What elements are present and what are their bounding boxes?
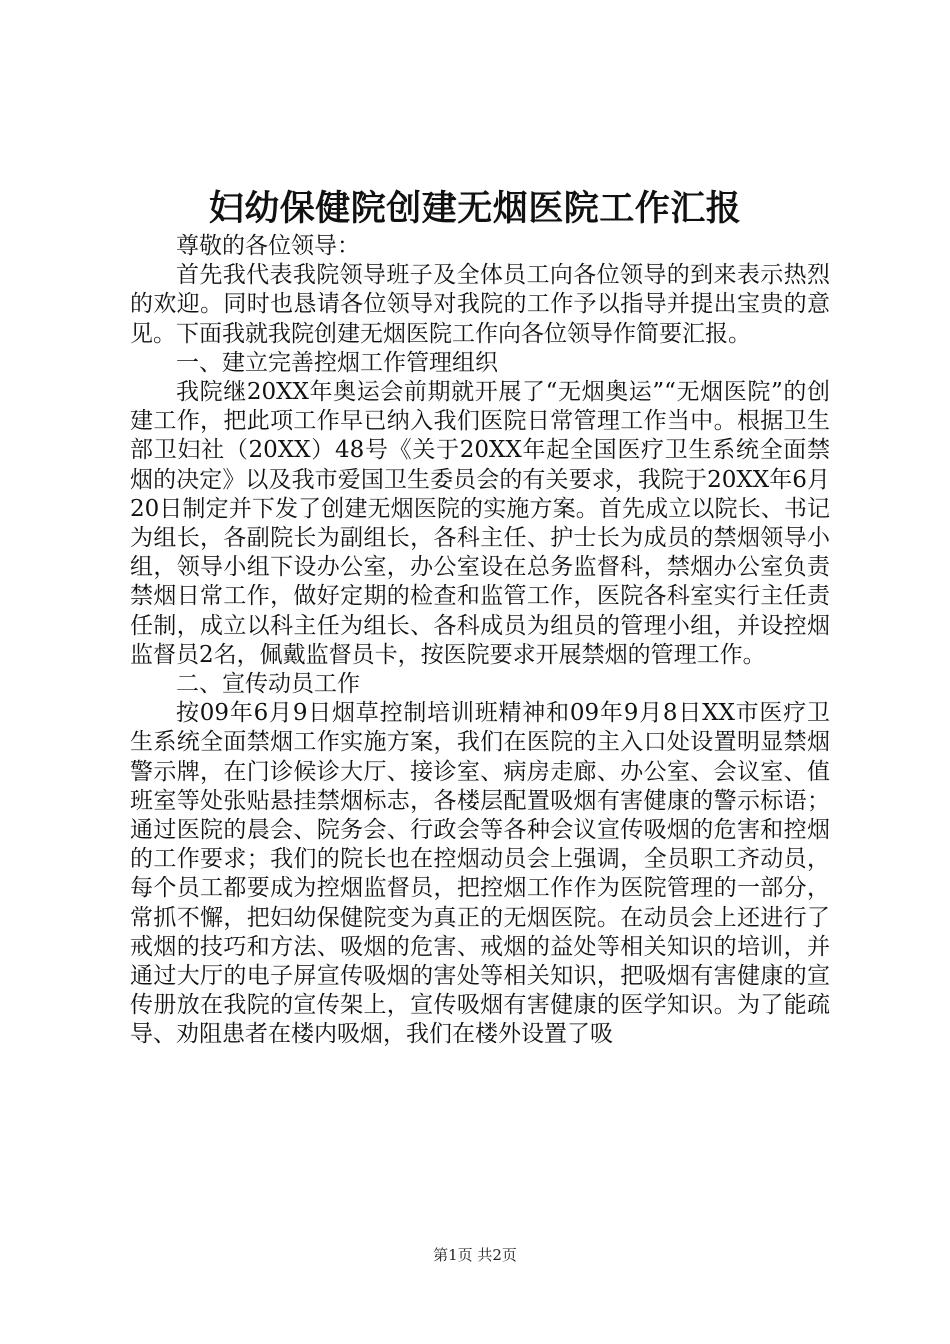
document-body: [130, 232, 830, 1050]
document-title: 妇幼保健院创建无烟医院工作汇报: [208, 188, 742, 229]
section-2-body: 按09年6月9日烟草控制培训班精神和09年9月8日XX市医疗卫生系统全面禁烟工作实施方案，我们在医院的主入口处设置明显禁烟警示牌，在门诊候诊大厅、接诊室、病房走廊、办公室、会议室、值班室等处张贴悬挂禁烟标志，各楼层配置吸烟有害健康的警示标语；通过医院的晨会、院务会、行政会等各种会议宣传吸烟的危害和控烟的工作要求；我们的院长也在控烟动员会上强调，全员职工齐动员，每个员工都要成为控烟监督员，把控烟工作作为医院管理的一部分，常抓不懈，把妇幼保健院变为真正的无烟医院。在动员会上还进行了戒烟的技巧和方法、吸烟的危害、戒烟的益处等相关知识的培训，并通过大厅的电子屏宣传吸烟的害处等相关知识，把吸烟有害健康的宣传册放在我院的宣传架上，宣传吸烟有害健康的医学知识。为了能疏导、劝阻患者在楼内吸烟，我们在楼外设置了吸: [130, 700, 830, 1048]
salutation: 尊敬的各位领导：: [176, 233, 360, 259]
section-1-heading: 一、建立完善控烟工作管理组织: [176, 349, 498, 376]
intro-paragraph: 首先我代表我院领导班子及全体员工向各位领导的到来表示热烈的欢迎。同时也恳请各位领导对我院的工作予以指导并提出宝贵的意见。下面我就我院创建无烟医院工作向各位领导作简要汇报。: [130, 262, 830, 347]
page-number-footer: 第1页 共2页: [433, 1246, 517, 1264]
section-1-body: 我院继20XX年奥运会前期就开展了“无烟奥运”“无烟医院”的创建工作，把此项工作早已纳入我们医院日常管理工作当中。根据卫生部卫妇社（20XX）48号《关于20XX年起全国医疗卫生系统全面禁烟的决定》以及我市爱国卫生委员会的有关要求，我院于20XX年6月20日制定并下发了创建无烟医院的实施方案。首先成立以院长、书记为组长，各副院长为副组长，各科主任、护士长为成员的禁烟领导小组，领导小组下设办公室，办公室设在总务监督科，禁烟办公室负责禁烟日常工作，做好定期的检查和监管工作，医院各科室实行主任责任制，成立以科主任为组长、各科成员为组员的管理小组，并设控烟监督员2名，佩戴监督员卡，按医院要求开展禁烟的管理工作。: [130, 379, 830, 668]
section-2-heading: 二、宣传动员工作: [176, 671, 360, 698]
